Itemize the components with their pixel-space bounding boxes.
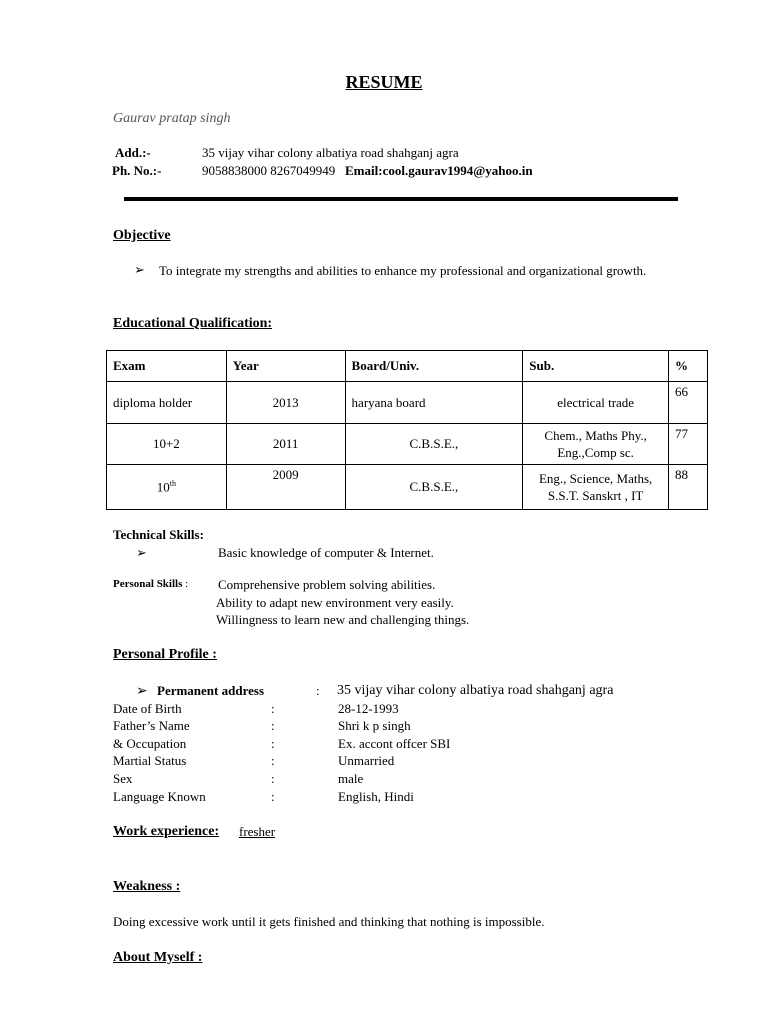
profile-colon: : <box>271 789 275 804</box>
cell-board: C.B.S.E., <box>345 465 523 510</box>
profile-label: Date of Birth <box>113 701 182 716</box>
header-year: Year <box>226 351 345 382</box>
objective-text: To integrate my strengths and abilities to enhance my professional and organizational growth. <box>159 263 647 278</box>
profile-colon: : <box>316 683 320 698</box>
phone-label: Ph. No.:- <box>112 163 162 178</box>
cell-exam: 10th <box>107 465 227 510</box>
header-board: Board/Univ. <box>345 351 523 382</box>
about-heading: About Myself : <box>113 950 203 965</box>
personal-skill-item: Willingness to learn new and challenging things. <box>216 612 470 627</box>
personal-skill-item: Ability to adapt new environment very easily. <box>216 595 454 610</box>
arrow-bullet-icon: ➢ <box>136 545 147 560</box>
permanent-address-value: 35 vijay vihar colony albatiya road shahganj agra <box>337 683 614 698</box>
cell-year: 2013 <box>226 382 345 424</box>
permanent-address-label: Permanent address <box>157 683 265 698</box>
profile-heading: Personal Profile : <box>113 647 217 662</box>
cell-percent: 66 <box>669 382 708 424</box>
table-row <box>107 382 708 424</box>
work-heading: Work experience: <box>113 824 220 839</box>
cell-year: 2011 <box>226 424 345 465</box>
cell-subject: electrical trade <box>523 382 669 424</box>
profile-value: Unmarried <box>338 753 395 768</box>
cell-board: haryana board <box>345 382 523 424</box>
arrow-bullet-icon: ➢ <box>134 262 145 277</box>
profile-value: male <box>338 771 364 786</box>
phone-value: 9058838000 8267049949 Email:cool.gaurav1994@yahoo.in <box>202 163 533 178</box>
header-percent: % <box>669 351 708 382</box>
cell-percent: 88 <box>669 465 708 510</box>
cell-board: C.B.S.E., <box>345 424 523 465</box>
header-divider <box>124 197 678 201</box>
personal-skill-item: Comprehensive problem solving abilities. <box>218 577 436 592</box>
table-header-row <box>107 351 708 382</box>
email-label: Email: <box>345 163 383 178</box>
profile-label: Father’s Name <box>113 718 190 733</box>
profile-label: & Occupation <box>113 736 187 751</box>
profile-value: 28-12-1993 <box>338 701 399 716</box>
weakness-heading: Weakness : <box>113 879 181 894</box>
address-value: 35 vijay vihar colony albatiya road shahganj agra <box>202 145 459 160</box>
profile-colon: : <box>271 753 275 768</box>
education-heading: Educational Qualification: <box>113 316 273 331</box>
profile-label: Sex <box>113 771 133 786</box>
profile-label: Martial Status <box>113 753 187 768</box>
education-table <box>106 350 708 510</box>
cell-year: 2009 <box>226 465 345 510</box>
header-exam: Exam <box>107 351 227 382</box>
cell-subject: Eng., Science, Maths, S.S.T. Sanskrt , IT <box>523 465 669 510</box>
profile-label: Language Known <box>113 789 206 804</box>
cell-exam: diploma holder <box>107 382 227 424</box>
table-row <box>107 465 708 510</box>
work-value: fresher <box>239 824 276 839</box>
profile-value: Ex. accont offcer SBI <box>338 736 451 751</box>
header-subject: Sub. <box>523 351 669 382</box>
personal-skills-label: Personal Skills : <box>113 578 189 590</box>
profile-value: Shri k p singh <box>338 718 411 733</box>
cell-exam: 10+2 <box>107 424 227 465</box>
objective-heading: Objective <box>113 228 171 243</box>
candidate-name: Gaurav pratap singh <box>113 111 231 126</box>
table-row <box>107 424 708 465</box>
cell-percent: 77 <box>669 424 708 465</box>
technical-item: Basic knowledge of computer & Internet. <box>218 545 434 560</box>
resume-title: RESUME <box>345 72 423 92</box>
weakness-text: Doing excessive work until it gets finished and thinking that nothing is impossible. <box>113 914 545 929</box>
profile-value: English, Hindi <box>338 789 414 804</box>
address-label: Add.:- <box>115 145 151 160</box>
email-value: cool.gaurav1994@yahoo.in <box>382 163 533 178</box>
profile-colon: : <box>271 718 275 733</box>
profile-colon: : <box>271 701 275 716</box>
cell-subject: Chem., Maths Phy., Eng.,Comp sc. <box>523 424 669 465</box>
profile-colon: : <box>271 736 275 751</box>
technical-heading: Technical Skills: <box>113 527 204 542</box>
profile-colon: : <box>271 771 275 786</box>
arrow-bullet-icon: ➢ <box>136 684 148 699</box>
